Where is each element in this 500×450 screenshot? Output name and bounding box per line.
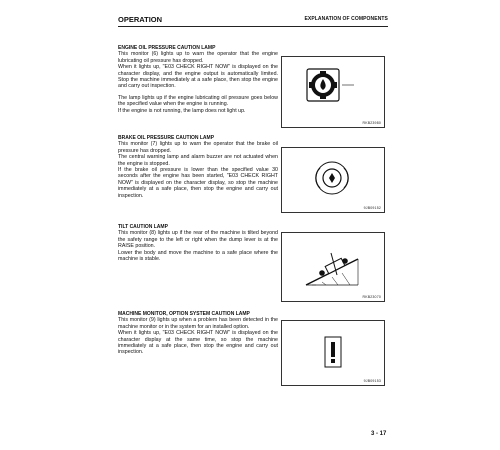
brake-oil-pressure-figure xyxy=(281,147,385,213)
paragraph: When it lights up, "E03 CHECK RIGHT NOW" is displayed on the character display at the same time, so stop the machine immediately at a safe place, then stop the engine and carry out inspection. xyxy=(118,330,278,356)
section-title: ENGINE OIL PRESSURE CAUTION LAMP xyxy=(118,45,216,51)
header-divider xyxy=(118,26,388,27)
page-number: 3 - 17 xyxy=(371,431,387,437)
section-title: TILT CAUTION LAMP xyxy=(118,224,168,230)
page-header xyxy=(118,15,388,25)
section-title: MACHINE MONITOR, OPTION SYSTEM CAUTION LAMP xyxy=(118,311,250,317)
paragraph: If the brake oil pressure is lower than the specified value 30 seconds after the engine has been started, "E03 CHECK RIGHT NOW" is displayed on the character display, so stop the machine immediately at a safe place, then stop the engine and carry out inspection. xyxy=(118,167,278,199)
paragraph: This monitor (7) lights up to warn the operator that the brake oil pressure has dropped. xyxy=(118,141,278,154)
paragraph: This monitor (9) lights up when a problem has been detected in the machine monitor or in the system for an installed option. xyxy=(118,317,278,330)
figure-code: 9JB09152 xyxy=(363,206,381,210)
paragraph: This monitor (6) lights up to warn the operator that the engine lubricating oil pressure has dropped. xyxy=(118,51,278,64)
paragraph: The lamp lights up if the engine lubricating oil pressure goes below the specified value when the engine is running. xyxy=(118,94,278,108)
brake-oil-pressure-icon xyxy=(282,148,384,212)
paragraph: This monitor (8) lights up if the rear of the machine is tilted beyond the safety range to the left or right when the dump lever is at the RAISE position. xyxy=(118,230,278,250)
paragraph: When it lights up, "E03 CHECK RIGHT NOW" is displayed on the character display, and the engine output is automatically limited. Stop the machine immediately at a safe place, then stop the engine and carry out inspection. xyxy=(118,64,278,90)
engine-oil-pressure-section xyxy=(118,45,278,114)
header-chapter-title: EXPLANATION OF COMPONENTS xyxy=(304,16,388,22)
brake-oil-pressure-section xyxy=(118,135,278,199)
figure-code: RKB23070 xyxy=(362,295,381,299)
tilt-caution-section xyxy=(118,224,278,262)
paragraph: The central warning lamp and alarm buzzer are not actuated when the engine is stopped. xyxy=(118,154,278,167)
machine-monitor-section xyxy=(118,311,278,356)
engine-oil-pressure-icon xyxy=(282,57,384,127)
machine-monitor-figure xyxy=(281,320,385,386)
section-title: BRAKE OIL PRESSURE CAUTION LAMP xyxy=(118,135,215,141)
tilt-icon xyxy=(282,233,384,301)
paragraph: If the engine is not running, the lamp does not light up. xyxy=(118,107,246,114)
engine-oil-pressure-figure xyxy=(281,56,385,128)
tilt-figure xyxy=(281,232,385,302)
header-section-title: OPERATION xyxy=(118,15,163,24)
figure-code: RKB23980 xyxy=(362,121,381,125)
figure-code: 9JB09153 xyxy=(363,379,381,383)
caution-exclamation-icon xyxy=(282,321,384,385)
paragraph: Lower the body and move the machine to a safe place where the machine is stable. xyxy=(118,249,278,263)
